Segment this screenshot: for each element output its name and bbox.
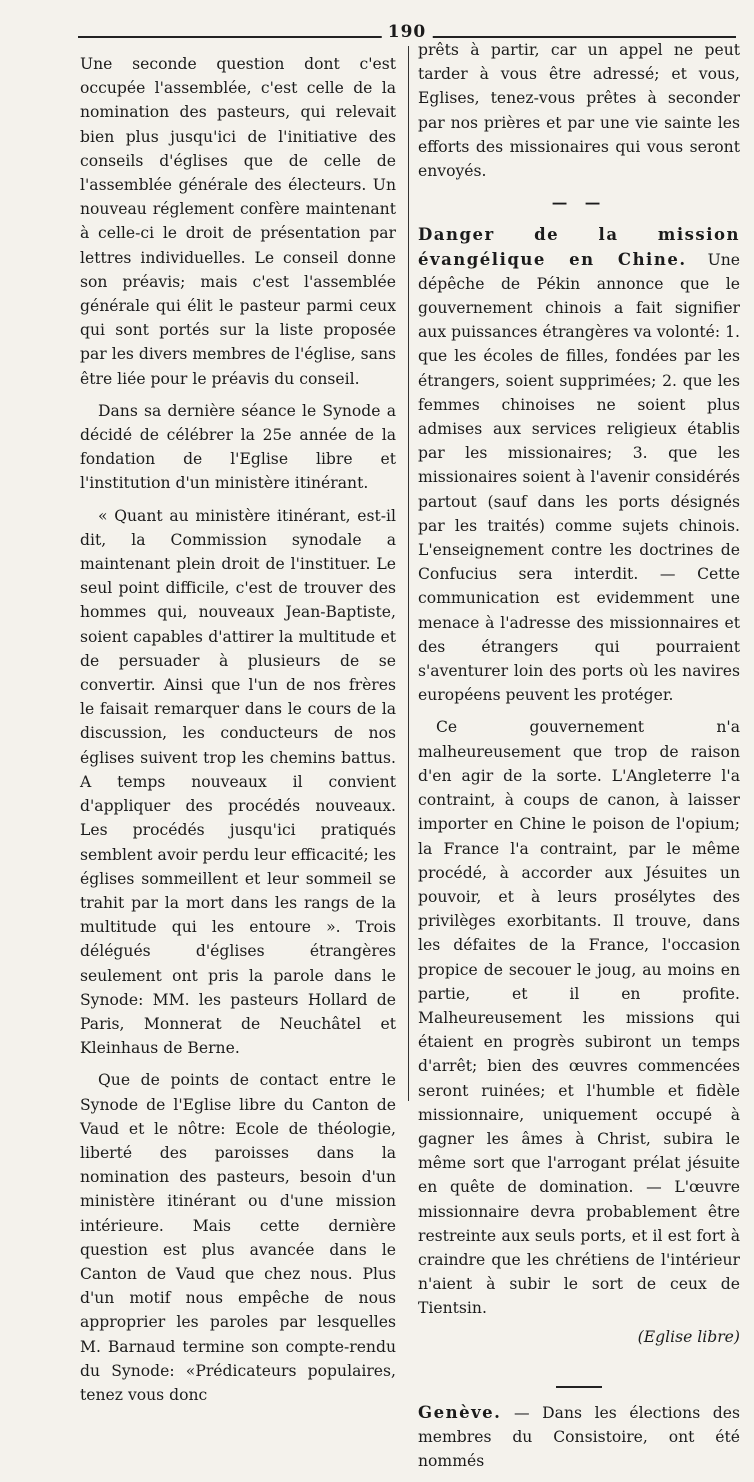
article-headline-geneve: Genève. (418, 1402, 502, 1422)
paragraph-assemblee: Une seconde question dont c'est occupée l'assemblée, c'est celle de la nomination des pasteurs, qui relevait bien plus jusqu'ici de l'initiative des conseils d'églises que de celle de l'assemblée générale des électeurs. Un nouveau réglement confère maintenant à celle-ci le droit de présentation par lettres individuelles. Le conseil donne son préavis; mais c'est l'assemblée générale qui élit le pasteur parmi ceux qui sont portés sur la liste proposée par les divers membres de l'église, sans être liée pour le préavis du conseil. (80, 55, 396, 388)
article-chine (418, 223, 740, 707)
column-divider (408, 46, 409, 1101)
paragraph-ministere: « Quant au ministère itinérant, est-il dit, la Commission synodale a maintenant plein droit de l'instituer. Le seul point difficile, c'est de trouver des hommes qui, nouveaux Jean-Baptiste, soient capables d'attirer la multitude et de persuader à plusieurs de se convertir. Ainsi que l'un de nos frères le faisait remarquer dans le cours de la discussion, les conducteurs de nos églises suivent trop les chemins battus. A temps nouveaux il convient d'appliquer des procédés nouveaux. Les procédés jusqu'ici pratiqués semblent avoir perdu leur efficacité; les églises sommeillent et leur sommeil se trahit par la mort dans les rangs de la multitude qui les entoure ». Trois délégués d'églises étrangères seulement ont pris la parole dans le Synode: MM. les pasteurs Hollard de Paris, Monnerat de Neuchâtel et Kleinhaus de Berne. (80, 506, 396, 1058)
paragraph-synode: Dans sa dernière séance le Synode a décidé de célébrer la 25e année de la fondation de l'Eglise libre et l'institution d'un ministère itinérant. (80, 401, 396, 493)
article-headline: Danger de la mission évangélique en Chine. (418, 225, 740, 269)
article-geneve (418, 1401, 740, 1474)
page-number: 190 (382, 22, 433, 42)
paragraph-continuation: prêts à partir, car un appel ne peut tarder à vous être adressé; et vous, Eglises, tenez-vous prêtes à seconder par nos prières et par une vie sainte les efforts des missionaires qui vous seront envoyés. (418, 41, 740, 181)
article-body: Une dépêche de Pékin annonce que le gouvernement chinois a fait signifier aux puissances étrangères va volonté: 1. que les écoles de filles, fondées par les étrangers, soient supprimées; 2. que les femmes chinoises ne soient plus admises aux services religieux établis par les missionaires; 3. que les missionaires soient à l'avenir considérés partout (sauf dans les ports désignés par les traités) comme sujets chinois. L'enseignement contre les doctrines de Confucius sera interdit. — Cette communication est evidemment une menace à l'adresse des missionnaires et des étrangers qui pourraient s'aventurer loin des ports où les navires européens peuvent les protéger. (418, 250, 740, 705)
left-column (80, 52, 396, 1415)
paragraph-gouvernement: Ce gouvernement n'a malheureusement que trop de raison d'en agir de la sorte. L'Angleterre l'a contraint, à coups de canon, à laisser importer en Chine le poison de l'opium; la France l'a contraint, par le même procédé, à accorder aux Jésuites un pouvoir, et à leurs prosélytes des privilèges exorbitants. Il trouve, dans les défaites de la France, l'occasion propice de secouer le joug, au moins en partie, et il en profite. Malheureusement les missions qui étaient en progrès subiront un temps d'arrêt; bien des œuvres commencées seront ruinées; et l'humble et fidèle missionnaire, uniquement occupé à gagner les âmes à Christ, subira le même sort que l'arrogant prélat jésuite en quête de domination. — L'œuvre missionnaire devra probablement être restreinte aux seuls ports, et il est fort à craindre que les chrétiens de l'intérieur n'aient à subir le sort de ceux de Tientsin. (418, 718, 740, 1318)
paragraph-contact: Que de points de contact entre le Synode de l'Eglise libre du Canton de Vaud et le nôtre: Ecole de théologie, liberté des paroisses dans la nomination des pasteurs, besoin d'un ministère itinérant ou d'une mission intérieure. Mais cette dernière question est plus avancée dans le Canton de Vaud que chez nous. Plus d'un motif nous empêche de nous approprier les paroles par lesquelles M. Barnaud termine son compte-rendu du Synode: «Prédicateurs populaires, tenez vous donc (80, 1071, 396, 1404)
right-column (418, 38, 740, 1482)
section-separator: — — (551, 193, 607, 213)
source-signature: (Eglise libre) (637, 1327, 740, 1346)
article-body-geneve: — Dans les élections des membres du Consistoire, ont été nommés (418, 1403, 740, 1471)
section-rule (418, 1371, 740, 1395)
